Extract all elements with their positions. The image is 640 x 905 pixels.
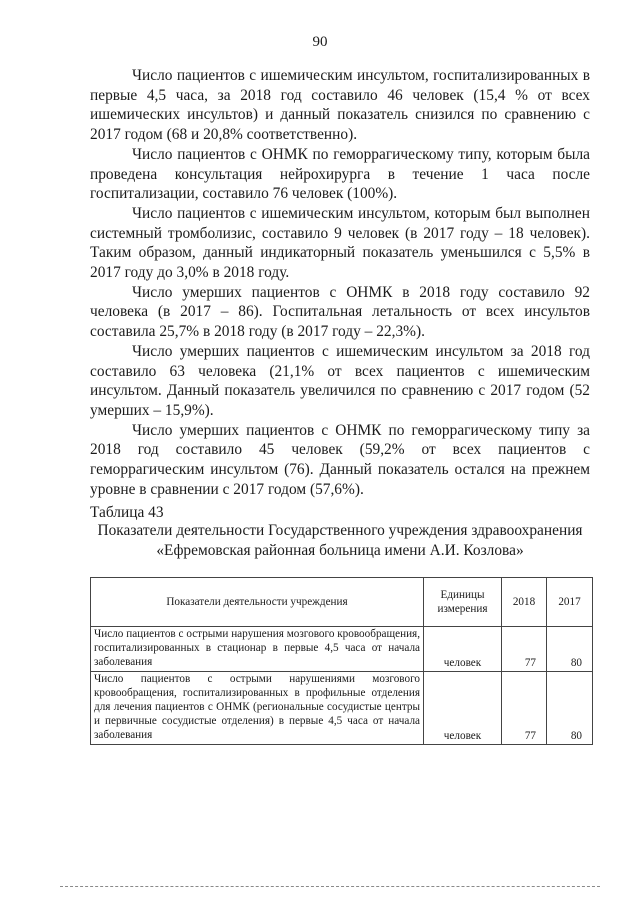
page-number: 90 [312, 34, 328, 50]
row-value-2018: 77 [502, 672, 547, 745]
table-title-line-1: Показатели деятельности Государственного учреждения здравоохранения [97, 522, 583, 539]
table-header-row [91, 578, 593, 627]
paragraph-stroke-deaths: Число умерших пациентов с ОНМК в 2018 году составило 92 человека (в 2017 – 86). Госпитальная летальность от всех инсультов составила 25,7% в 2018 году (в 2017 году – 22,3%). [90, 283, 590, 341]
row-indicator: Число пациентов с острыми нарушениями мозгового кровообращения, госпитализированных в профильные отделения для лечения пациентов с ОНМК (региональные сосудистые центры и первичные сосудистые отделения) в первые 4,5 часа от начала заболевания [91, 672, 424, 745]
bottom-dashed-rule [60, 886, 600, 887]
indicators-table [90, 577, 593, 745]
header-year-2018: 2018 [502, 578, 547, 627]
body-text [90, 66, 590, 523]
row-unit: человек [424, 672, 502, 745]
table-title-line-2: «Ефремовская районная больница имени А.И. Козлова» [156, 541, 524, 559]
row-indicator: Число пациентов с острыми нарушения мозгового кровообращения, госпитализированных в стационар в первые 4,5 часа от начала заболевания [91, 627, 424, 672]
paragraph-hemorrhagic-deaths: Число умерших пациентов с ОНМК по геморрагическому типу за 2018 год составило 45 человек (59,2% от всех пациентов с геморрагическим инсультом (76). Данный показатель остался на прежнем уровне в сравнении с 2017 годом (57,6%). [90, 421, 590, 498]
paragraph-thrombolysis: Число пациентов с ишемическим инсультом, которым был выполнен системный тромболизис, составило 9 человек (в 2017 году – 18 человек). Таким образом, данный индикаторный показатель уменьшился с 5,5% в 2017 году до 3,0% в 2018 году. [90, 204, 590, 282]
row-unit: человек [424, 627, 502, 672]
table-label: Таблица 43 [90, 504, 164, 522]
row-value-2018: 77 [502, 627, 547, 672]
header-indicator: Показатели деятельности учреждения [91, 578, 424, 627]
row-value-2017: 80 [547, 672, 593, 745]
paragraph-ischemic-deaths: Число умерших пациентов с ишемическим инсультом за 2018 год составило 63 человека (21,1% от всех пациентов с ишемическим инсультом. Данный показатель увеличился по сравнению с 2017 годом (52 умерших – 15,9%). [90, 342, 590, 419]
table-title [90, 521, 590, 560]
table-row [91, 627, 593, 672]
table-row [91, 672, 593, 745]
row-value-2017: 80 [547, 627, 593, 672]
header-year-2017: 2017 [547, 578, 593, 627]
header-unit: Единицы измерения [424, 578, 502, 627]
paragraph-ischemic-admissions: Число пациентов с ишемическим инсультом, госпитализированных в первые 4,5 часа, за 2018 год составило 46 человек (15,4 % от всех ишемических инсультов) и данный показатель снизился по сравнению с 2017 годом (68 и 20,8% соответственно). [90, 67, 590, 144]
paragraph-neurosurgeon-consult: Число пациентов с ОНМК по геморрагическому типу, которым была проведена консультация нейрохирурга в течение 1 часа после госпитализации, составило 76 человек (100%). [90, 145, 590, 203]
